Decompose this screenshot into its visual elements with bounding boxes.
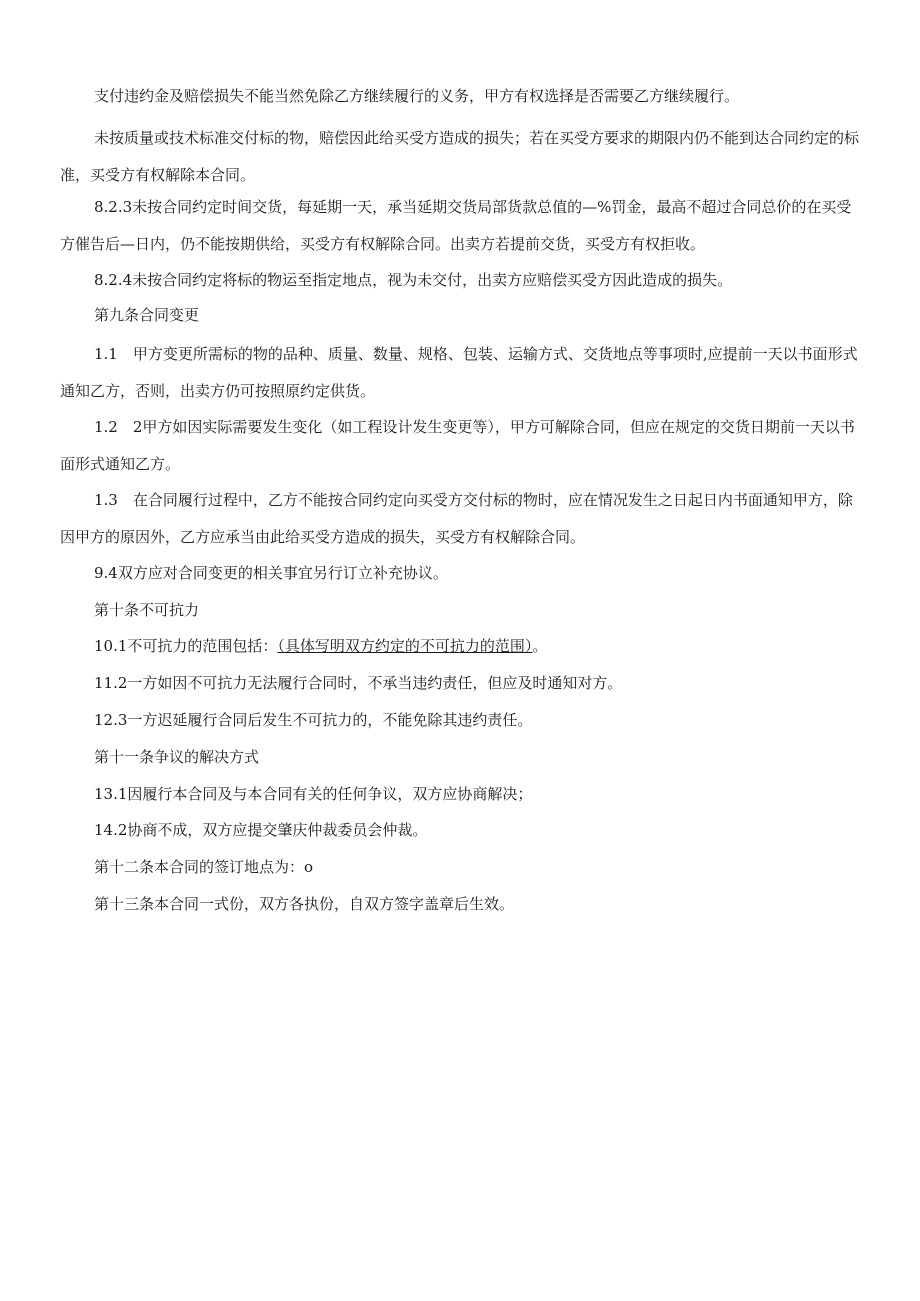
paragraph-10-1 [60,628,860,665]
paragraph-1-1: 1.1 甲方变更所需标的物的品种、质量、数量、规格、包装、运输方式、交货地点等事项时,应提前一天以书面形式通知乙方，否则，出卖方仍可按照原约定供货。 [60,345,858,400]
paragraph-11-2: 11.2一方如因不可抗力无法履行合同时，不承当违约责任，但应及时通知对方。 [94,674,623,692]
paragraph-3: 8.2.3未按合同约定时间交货，每延期一天，承当延期交货局部货款总值的—%罚金，最高不超过合同总价的在买受方催告后—日内，仍不能按期供给，买受方有权解除合同。出卖方若提前交货，买受方有权拒收。 [60,198,852,253]
paragraph-4: 8.2.4未按合同约定将标的物运至指定地点，视为未交付，出卖方应赔偿买受方因此造成的损失。 [94,271,733,289]
paragraph-10-1-end: 。 [532,637,548,655]
force-majeure-scope-blank: （具体写明双方约定的不可抗力的范围） [277,637,533,655]
paragraph-1: 支付违约金及赔偿损失不能当然免除乙方继续履行的义务，甲方有权选择是否需要乙方继续履行。 [94,87,740,105]
paragraph-12-3: 12.3一方迟延履行合同后发生不可抗力的，不能免除其违约责任。 [94,711,533,729]
heading-article-9: 第九条合同变更 [94,306,200,324]
heading-article-13: 第十三条本合同一式份，双方各执份，自双方签字盖章后生效。 [94,895,515,913]
paragraph-14-2: 14.2协商不成，双方应提交肇庆仲裁委员会仲裁。 [94,821,428,839]
paragraph-1-3: 1.3 在合同履行过程中，乙方不能按合同约定向买受方交付标的物时，应在情况发生之日起日内书面通知甲方，除因甲方的原因外，乙方应承当由此给买受方造成的损失，买受方有权解除合同。 [60,491,853,546]
paragraph-2: 未按质量或技术标准交付标的物，赔偿因此给买受方造成的损失；若在买受方要求的期限内仍不能到达合同约定的标准，买受方有权解除本合同。 [60,129,860,184]
heading-article-10: 第十条不可抗力 [94,601,200,619]
heading-article-11: 第十一条争议的解决方式 [94,748,260,766]
heading-article-12: 第十二条本合同的签订地点为：o [94,858,314,876]
paragraph-10-1-lead: 10.1不可抗力的范围包括： [94,637,278,655]
paragraph-9-4: 9.4双方应对合同变更的相关事宜另行订立补充协议。 [94,564,448,582]
paragraph-13-1: 13.1因履行本合同及与本合同有关的任何争议，双方应协商解决； [94,785,533,803]
paragraph-1-2: 1.2 2甲方如因实际需要发生变化（如工程设计发生变更等），甲方可解除合同，但应在规定的交货日期前一天以书面形式通知乙方。 [60,418,855,473]
